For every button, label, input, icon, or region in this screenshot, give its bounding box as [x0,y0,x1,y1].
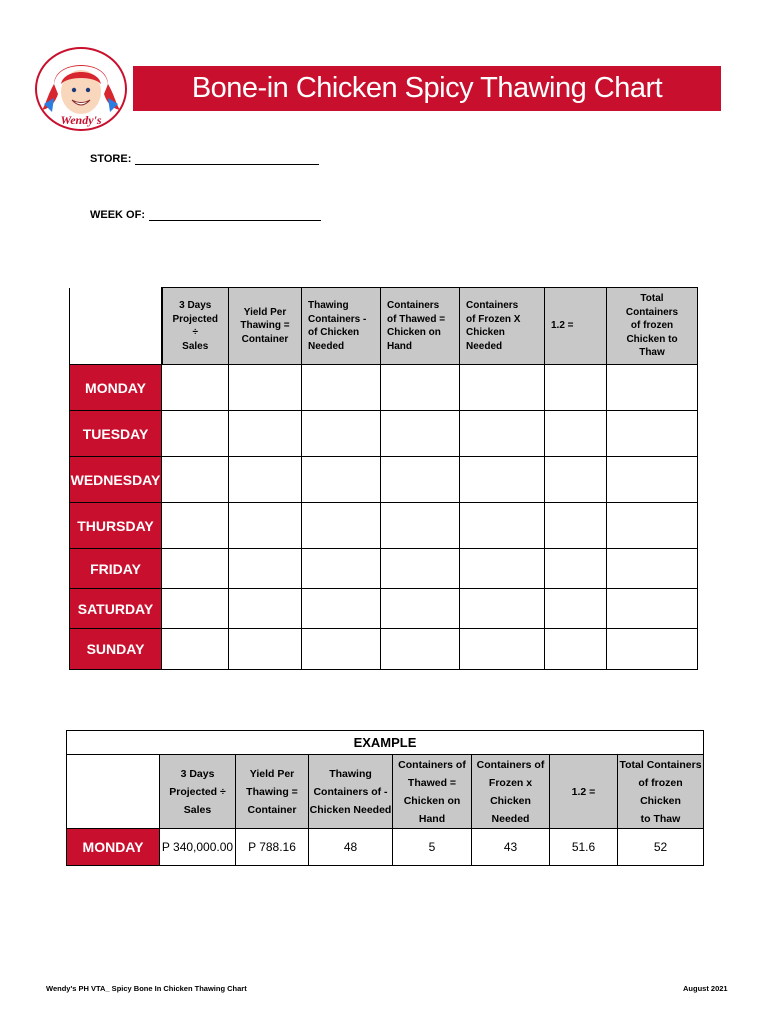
svg-text:Wendy's: Wendy's [60,113,102,127]
entry-cell[interactable] [607,365,698,411]
day-label-monday: MONDAY [70,365,162,411]
day-row [70,365,698,411]
entry-cell[interactable] [545,457,607,503]
entry-cell[interactable] [607,411,698,457]
header-line: Containers - [308,313,367,325]
entry-cell[interactable] [302,549,381,589]
store-label: STORE: [90,153,132,165]
header-line: Needed [466,340,503,352]
entry-cell[interactable] [460,589,545,629]
day-label-thursday: THURSDAY [70,503,162,549]
column-header [302,288,381,365]
header-line: Containers [387,300,440,311]
header-line: Containers of - [313,785,388,798]
example-column-header [236,755,309,829]
example-value: 52 [618,829,704,866]
day-label-sunday: SUNDAY [70,629,162,670]
store-blank-line[interactable] [135,164,319,165]
header-line: Hand [418,812,446,825]
example-column-header [618,755,704,829]
example-column-header [550,755,618,829]
example-value: 5 [393,829,472,866]
header-line: 1.2 = [571,785,596,798]
header-line: of Frozen X [466,313,521,325]
entry-cell[interactable] [162,589,229,629]
header-line: Yield Per [249,767,295,780]
example-value: P 340,000.00 [160,829,236,866]
header-line: Yield Per [243,306,287,318]
entry-cell[interactable] [162,457,229,503]
entry-cell[interactable] [545,589,607,629]
entry-cell[interactable] [229,503,302,549]
header-line: Needed [491,812,530,825]
entry-cell[interactable] [460,365,545,411]
entry-cell[interactable] [302,629,381,670]
entry-cell[interactable] [302,365,381,411]
column-header-text [163,299,229,353]
header-line: Containers of [398,758,466,771]
day-row [70,503,698,549]
entry-cell[interactable] [607,549,698,589]
column-header-text [460,299,544,353]
entry-cell[interactable] [162,411,229,457]
day-label-friday: FRIDAY [70,549,162,589]
day-label-tuesday: TUESDAY [70,411,162,457]
column-header [460,288,545,365]
entry-cell[interactable] [229,549,302,589]
header-line: Sales [182,340,209,352]
header-line: Thawing [329,767,372,780]
footer-date: August 2021 [683,984,728,993]
day-row [70,629,698,670]
column-header [607,288,698,365]
header-line: 3 Days [180,767,215,780]
example-value: P 788.16 [236,829,309,866]
entry-cell[interactable] [545,365,607,411]
example-column-header [309,755,393,829]
entry-cell[interactable] [381,457,460,503]
day-label-saturday: SATURDAY [70,589,162,629]
header-line: Frozen x [488,776,533,789]
header-line: Thawing = [240,320,290,332]
example-corner-cell [67,755,160,829]
week-label: WEEK OF: [90,209,145,221]
entry-cell[interactable] [545,549,607,589]
column-header-text [302,299,380,353]
example-table [66,730,704,866]
header-line: Thawed = [407,776,457,789]
entry-cell[interactable] [229,589,302,629]
entry-cell[interactable] [381,503,460,549]
page-title [133,66,721,111]
entry-cell[interactable] [229,457,302,503]
header-line: Hand [387,340,412,352]
example-column-header [393,755,472,829]
header-line: Chicken on [403,794,461,807]
header-line: Chicken on [387,327,441,338]
entry-cell[interactable] [302,411,381,457]
page-title-text: Bone-in Chicken Spicy Thawing Chart [191,72,663,104]
header-line: to Thaw [640,812,681,825]
header-line: of frozen Chicken [638,776,683,807]
header-line: 3 Days [179,300,212,311]
entry-cell[interactable] [381,589,460,629]
header-line: Container [247,803,297,816]
entry-cell[interactable] [607,503,698,549]
header-line: Chicken [490,794,531,807]
day-row [70,457,698,503]
chart-header-row [70,288,698,365]
entry-cell[interactable] [162,365,229,411]
header-line: Chicken Needed [309,803,392,816]
entry-cell[interactable] [545,411,607,457]
entry-cell[interactable] [460,629,545,670]
header-line: Needed [308,340,345,352]
column-header-text [545,319,606,333]
entry-cell[interactable] [607,589,698,629]
column-header [381,288,460,365]
entry-cell[interactable] [460,503,545,549]
footer-document-name: Wendy's PH VTA_ Spicy Bone In Chicken Thawing Chart [46,984,247,993]
entry-cell[interactable] [162,549,229,589]
example-title-row [67,731,704,755]
example-column-header [160,755,236,829]
header-line: Containers [466,300,519,311]
entry-cell[interactable] [381,549,460,589]
example-value: 51.6 [550,829,618,866]
header-line: Containers of [476,758,545,771]
entry-cell[interactable] [607,457,698,503]
header-line: of frozen [630,320,674,332]
entry-cell[interactable] [460,411,545,457]
thawing-chart-table [69,287,698,670]
header-line: of Chicken [308,327,360,338]
week-blank-line[interactable] [149,220,321,221]
entry-cell[interactable] [162,503,229,549]
example-value: 48 [309,829,393,866]
header-line: Thawing [308,300,349,311]
entry-cell[interactable] [460,457,545,503]
entry-cell[interactable] [607,629,698,670]
header-line: of Thawed = [387,313,446,325]
day-row [70,549,698,589]
entry-cell[interactable] [302,589,381,629]
header-line: Total Containers [625,293,679,318]
header-line: Total Containers [619,758,702,771]
column-header-text [229,306,301,347]
header-line: Projected ÷ [169,785,226,798]
column-header-text [381,299,459,353]
entry-cell[interactable] [229,629,302,670]
day-row [70,589,698,629]
entry-cell[interactable] [460,549,545,589]
entry-cell[interactable] [302,457,381,503]
day-row [70,411,698,457]
entry-cell[interactable] [229,411,302,457]
wendys-logo [34,46,128,132]
day-label-wednesday: WEDNESDAY [70,457,162,503]
entry-cell[interactable] [381,411,460,457]
header-line: Sales [183,803,212,816]
entry-cell[interactable] [381,365,460,411]
example-header-row [67,755,704,829]
example-values-row [67,829,704,866]
example-value: 43 [472,829,550,866]
column-header [162,288,229,365]
example-column-header [472,755,550,829]
header-line: Chicken to Thaw [626,333,678,359]
example-title: EXAMPLE [67,731,704,755]
column-header [229,288,302,365]
entry-cell[interactable] [302,503,381,549]
entry-cell[interactable] [381,629,460,670]
entry-cell[interactable] [545,629,607,670]
example-day-label: MONDAY [67,829,160,866]
header-line: Container [241,333,289,345]
column-header-text [607,292,697,360]
header-line: 1.2 = [551,320,574,332]
corner-cell [70,288,162,365]
entry-cell[interactable] [162,629,229,670]
entry-cell[interactable] [229,365,302,411]
header-line: Chicken [466,327,505,338]
entry-cell[interactable] [545,503,607,549]
week-field [90,209,321,221]
header-line: Thawing = [246,785,298,798]
store-field [90,153,319,165]
header-line: Projected ÷ [172,313,219,338]
column-header [545,288,607,365]
